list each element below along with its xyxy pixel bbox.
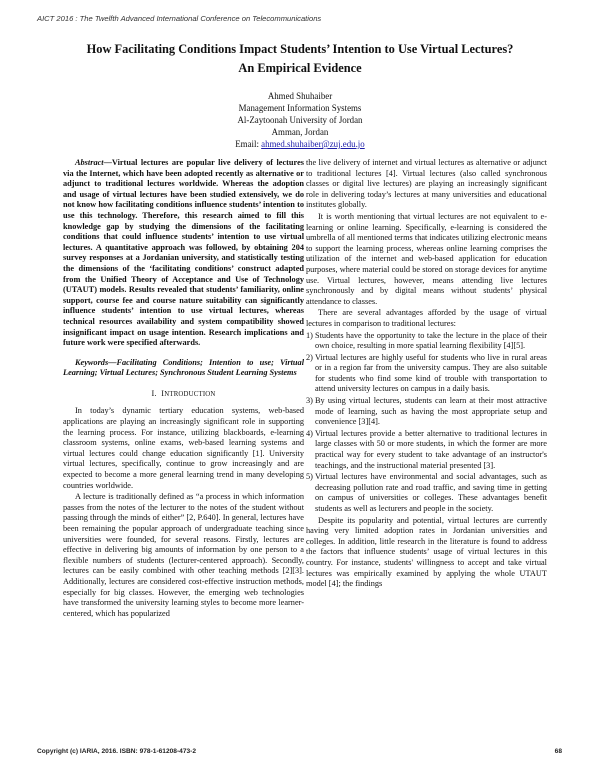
intro-paragraph-6: Despite its popularity and potential, virtual lectures are currently having very limited adoption rates in Jordanian universities and colleges. In addition, little research in the literature is found to address the factors that influence students’ usage of virtual lectures in this country. For instance, students' willingness to accept and take virtual lectures was empirically examined by applying the whole UTAUT model [4]; the findings (306, 515, 547, 589)
conference-header: AICT 2016 : The Twelfth Advanced International Conference on Telecommunications (37, 14, 322, 23)
right-column (306, 158, 547, 591)
advantages-list (306, 331, 547, 515)
list-item (306, 472, 547, 514)
section-number: I. (151, 388, 157, 398)
author-department: Management Information Systems (238, 103, 362, 113)
paper-title-line-1: How Facilitating Conditions Impact Students’ Intention to Use Virtual Lectures? (86, 42, 514, 56)
list-item (306, 331, 547, 352)
intro-paragraph-3: the live delivery of internet and virtual lectures as alternative or adjunct to traditional lectures [4]. Virtual lectures (also called synchronous classes or digital live lectures) are playing an increasingly significant role in delivering today’s lectures at many universities and educational institutes globally. (306, 158, 547, 210)
list-item (306, 396, 547, 428)
intro-paragraph-4: It is worth mentioning that virtual lectures are not equivalent to e-learning or online learning. Specifically, e-learning is considered the umbrella of all mentioned terms that indicates utilizing electronic means to support the learning process, whereas online learning comprises the utilization of the internet and web-based application for education purposes, where material could be stored on storage devices for anytime use. Virtual lectures, however, means attending live lectures synchronously and by digital means without students’ physical attendance to classes. (306, 211, 547, 306)
abstract-text: Virtual lectures are popular live delivery of lectures via the Internet, which have been adopted recently as alternative or adjunct to traditional lectures worldwide. Whereas the adoption and usage of virtual lectures have been studied extensively, we do not know how facilitating conditions influence students’ intention to use this technology. Therefore, this research aimed to fill this knowledge gap by studying the dimensions of the facilitating conditions that could influence students’ intention to use virtual lectures. A quantitative approach was followed, by obtaining 204 survey responses at a Jordanian university, and statistically testing the dimensions of the ‘facilitating conditions’ construct adapted from the Unified Theory of Acceptance and Use of Technology (UTAUT) models. Results revealed that students’ familiarity, online support, course fee and course nature suitability can significantly influence students’ intention to use virtual lectures, whereas technical resources availability and system compatibility showed insignificant impact on usage intention. Research implications and future work were specified afterwards. (63, 158, 304, 348)
list-item-text: Virtual lectures provide a better alternative to traditional lectures in large classes with 50 or more students, in which the former are more practical way for every student to take advantage of an instructor's teachings, and the instructional material presented [3]. (315, 428, 547, 470)
list-item (306, 353, 547, 395)
list-item-number: 1) (306, 330, 313, 340)
author-email-line (0, 138, 600, 150)
author-city: Amman, Jordan (271, 127, 329, 137)
footer-copyright: Copyright (c) IARIA, 2016. ISBN: 978-1-61208-473-2 (37, 748, 197, 755)
list-item-number: 4) (306, 428, 313, 438)
list-item-number: 2) (306, 352, 313, 362)
author-name: Ahmed Shuhaiber (267, 91, 333, 101)
abstract (63, 158, 304, 349)
email-link[interactable]: ahmed.shuhaiber@zuj.edu.jo (261, 139, 365, 149)
list-item (306, 429, 547, 471)
keywords: Keywords—Facilitating Conditions; Intention to use; Virtual Learning; Virtual Lectures; Synchronous Student Learning Systems (63, 357, 304, 378)
list-item-number: 5) (306, 472, 313, 482)
list-item-text: Virtual lectures have environmental and social advantages, such as decreasing pollution rate and road traffic, and saving time in getting on campus of universities or colleges. These advantages benefit students as well as lecturers and people in the society. (315, 472, 547, 513)
section-heading-introduction (63, 389, 304, 401)
page-number: 68 (554, 748, 562, 755)
left-column (63, 158, 304, 620)
list-item-number: 3) (306, 396, 313, 406)
list-item-text: Students have the opportunity to take the lecture in the place of their own choice, resulting in more spatial learning flexibility [4][5]. (315, 330, 547, 351)
email-label: Email: (235, 139, 259, 149)
abstract-lead: Abstract— (75, 158, 112, 167)
intro-paragraph-5: There are several advantages afforded by the usage of virtual lectures in comparison to traditional lectures: (306, 308, 547, 328)
list-item-text: Virtual lectures are highly useful for students who live in rural areas or in a region far from the university campus. They are also suitable for students who find some kind of trouble with transportation to attend university lectures on campus in a daily basis. (315, 352, 547, 394)
section-title-rest: NTRODUCTION (164, 390, 216, 398)
paper-title-line-2: An Empirical Evidence (238, 61, 362, 75)
author-university: Al-Zaytoonah University of Jordan (237, 115, 363, 125)
intro-paragraph-1: In today’s dynamic tertiary education systems, web-based applications are playing an increasingly significant role in supporting the learning process. For instance, utilizing blackboards, e-learning classroom systems, online exams, web-based learning systems and virtual lectures could change education significantly [1]. University virtual lectures, specifically, continue to grow increasingly and are expected to become a more general learning trend in many developing countries worldwide. (63, 406, 304, 490)
author-block (0, 90, 600, 150)
intro-paragraph-2: A lecture is traditionally defined as “a process in which information passes from the notes of the lecturer to the notes of the student without passing through the minds of either” [2, P.640]. In general, lectures have been remaining the popular approach of undergraduate teaching since universities were founded, for several reasons. Firstly, lectures are effective in delivering big amounts of information by one person to a flexible numbers of students (lecturer-centered approach). Secondly, lectures can be easily combined with other teaching methods [2][3]. Additionally, lectures are considered cost-effective instruction methods, especially for big classes. However, the emerging web technologies have transformed the university learning styles to become more learner-centered, which has popularized (63, 492, 304, 618)
list-item-text: By using virtual lectures, students can learn at their most attractive mode of learning, such as having the most appropriate setup and convenience [3][4]. (315, 396, 547, 427)
section-title-first: I (161, 388, 165, 398)
